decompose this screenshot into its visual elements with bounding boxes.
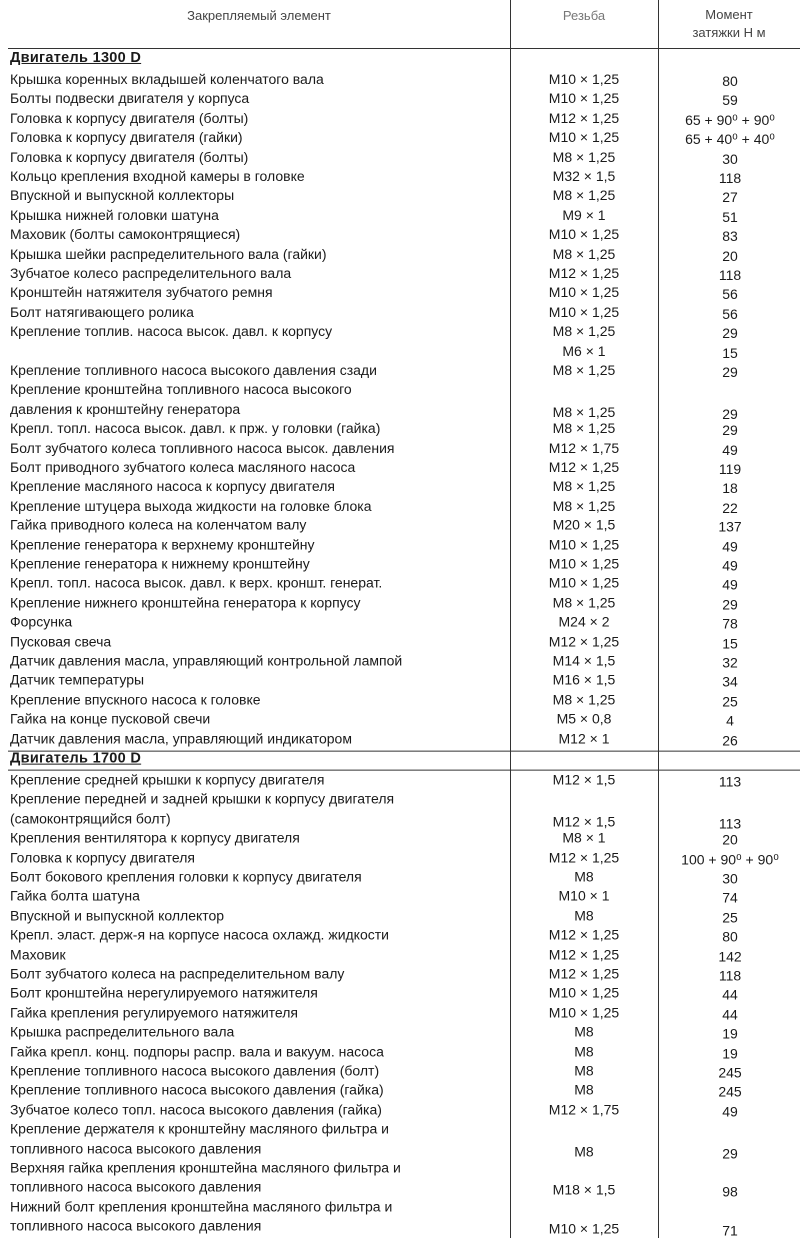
- row-element-name: давления к кронштейну генератора: [10, 400, 241, 417]
- row-torque: 29: [722, 325, 738, 342]
- row-element-name: Крепление передней и задней крышки к корпусу двигателя: [10, 791, 395, 807]
- row-thread: М32 × 1,5: [552, 167, 616, 184]
- row-thread: М12 × 1,25: [548, 264, 620, 281]
- row-torque: 119: [718, 460, 742, 477]
- row-thread: М10 × 1: [558, 887, 610, 904]
- row-element-name: Крепление нижнего кронштейна генератора к корпусу: [10, 594, 361, 611]
- row-thread: М8: [574, 1062, 594, 1079]
- row-thread: М10 × 1,25: [548, 1004, 620, 1021]
- row-torque: 49: [722, 577, 738, 594]
- row-element-name: Крепление топливного насоса высокого давления (гайка): [10, 1081, 384, 1098]
- row-thread: М8: [574, 1023, 594, 1040]
- row-torque: 56: [722, 305, 738, 322]
- row-thread: М8 × 1,25: [552, 594, 616, 611]
- row-thread: М12 × 1,75: [548, 1101, 620, 1118]
- row-torque: 118: [718, 266, 742, 283]
- row-torque: 71: [722, 1222, 738, 1238]
- row-torque: 44: [722, 1006, 738, 1023]
- header-divider: [8, 48, 800, 49]
- row-element-name: топливного насоса высокого давления: [10, 1178, 262, 1195]
- row-element-name: Маховик (болты самоконтрящиеся): [10, 226, 241, 243]
- row-thread: М8: [574, 1143, 594, 1160]
- row-element-name: (самоконтрящийся болт): [10, 810, 171, 827]
- row-thread: М10 × 1,25: [548, 90, 620, 107]
- row-element-name: Гайка крепл. конц. подпоры распр. вала и вакуум. насоса: [10, 1043, 384, 1060]
- row-thread: М10 × 1,25: [548, 129, 620, 146]
- row-torque: 80: [722, 72, 738, 89]
- row-torque: 56: [722, 286, 738, 303]
- row-element-name: Крышка нижней головки шатуна: [10, 206, 219, 223]
- row-thread: М12 × 1,5: [552, 813, 616, 830]
- row-torque: 29: [722, 363, 738, 380]
- row-thread: М18 × 1,5: [552, 1181, 616, 1198]
- row-torque: 142: [718, 948, 742, 965]
- row-torque: 18: [722, 480, 738, 497]
- row-torque: 49: [722, 538, 738, 555]
- header-torque-line1: Момент: [705, 7, 753, 22]
- row-torque: 20: [722, 247, 738, 264]
- row-element-name: Крепление генератора к верхнему кронштейну: [10, 536, 315, 553]
- row-thread: М8: [574, 907, 594, 924]
- row-torque: 20: [722, 831, 738, 848]
- row-thread: М10 × 1,25: [548, 536, 620, 553]
- row-thread: М8 × 1,25: [552, 497, 616, 514]
- row-torque: 22: [722, 499, 738, 516]
- row-thread: М10 × 1,25: [548, 303, 620, 320]
- row-torque: 245: [718, 1083, 742, 1100]
- row-element-name: Болт кронштейна нерегулируемого натяжителя: [10, 984, 318, 1001]
- row-element-name: Болт натягивающего ролика: [10, 303, 194, 320]
- row-element-name: Пусковая свеча: [10, 633, 112, 650]
- row-thread: М8 × 1,25: [552, 187, 616, 204]
- row-element-name: Болт зубчатого колеса топливного насоса высок. давления: [10, 439, 395, 456]
- row-torque: 100 + 90⁰ + 90⁰: [681, 851, 779, 868]
- row-element-name: Крепл. топл. насоса высок. давл. к прж. у головки (гайка): [10, 419, 381, 436]
- row-torque: 59: [722, 92, 738, 109]
- row-torque: 49: [722, 557, 738, 574]
- row-element-name: Болт бокового крепления головки к корпусу двигателя: [10, 868, 362, 885]
- section-title: Двигатель 1300 D: [10, 49, 142, 66]
- row-element-name: Крепление держателя к кронштейну масляного фильтра и: [10, 1120, 390, 1137]
- row-torque: 245: [718, 1064, 742, 1081]
- row-element-name: Крепление топливного насоса высокого давления (болт): [10, 1062, 380, 1079]
- row-thread: М12 × 1,25: [548, 965, 620, 982]
- row-torque: 19: [722, 1045, 738, 1062]
- row-torque: 44: [722, 986, 738, 1003]
- row-torque: 26: [722, 732, 738, 749]
- row-thread: М14 × 1,5: [552, 652, 616, 669]
- row-element-name: Крепление штуцера выхода жидкости на головке блока: [10, 497, 372, 514]
- row-thread: М8 × 1,25: [552, 691, 616, 708]
- row-torque-secondary: 15: [722, 344, 738, 361]
- row-element-name: Крепл. топл. насоса высок. давл. к верх. кроншт. генерат.: [10, 575, 383, 592]
- row-thread: М8: [574, 1043, 594, 1060]
- row-thread: М8 × 1,25: [552, 245, 616, 262]
- row-element-name: топливного насоса высокого давления: [10, 1217, 262, 1234]
- row-thread: М8 × 1,25: [552, 323, 616, 340]
- row-thread: М9 × 1: [562, 206, 606, 223]
- row-element-name: Гайка болта шатуна: [10, 887, 140, 904]
- row-thread: М5 × 0,8: [556, 710, 612, 727]
- row-element-name: Маховик: [10, 946, 66, 963]
- row-torque: 25: [722, 693, 738, 710]
- row-torque: 51: [722, 208, 738, 225]
- row-torque: 49: [722, 1103, 738, 1120]
- row-thread: М24 × 2: [558, 613, 610, 630]
- row-torque: 15: [722, 635, 738, 652]
- row-element-name: Крепление топливного насоса высокого давления сзади: [10, 361, 377, 378]
- row-thread: М10 × 1,25: [548, 1220, 620, 1237]
- row-thread: М10 × 1,25: [548, 575, 620, 592]
- row-torque: 65 + 40⁰ + 40⁰: [685, 131, 775, 148]
- row-torque: 29: [722, 405, 738, 422]
- row-thread: М12 × 1: [558, 730, 610, 747]
- row-element-name: Датчик температуры: [10, 672, 145, 689]
- row-torque: 137: [718, 518, 742, 535]
- row-thread: М12 × 1,25: [548, 946, 620, 963]
- row-element-name: Головка к корпусу двигателя (болты): [10, 109, 249, 126]
- row-torque: 74: [722, 889, 738, 906]
- row-thread: М12 × 1,5: [552, 771, 616, 788]
- row-element-name: Крепления вентилятора к корпусу двигателя: [10, 829, 300, 846]
- row-torque: 30: [722, 150, 738, 167]
- row-torque: 29: [722, 421, 738, 438]
- row-element-name: Впускной и выпускной коллекторы: [10, 187, 235, 204]
- row-torque: 34: [722, 674, 738, 691]
- row-torque: 19: [722, 1025, 738, 1042]
- row-thread: М8 × 1,25: [552, 403, 616, 420]
- row-thread: М20 × 1,5: [552, 516, 616, 533]
- row-torque: 98: [722, 1183, 738, 1200]
- row-element-name: Крепление кронштейна топливного насоса высокого: [10, 381, 352, 398]
- section-title: Двигатель 1700 D: [10, 750, 142, 767]
- row-torque: 113: [718, 815, 742, 832]
- row-torque: 27: [722, 189, 738, 206]
- row-element-name: Кольцо крепления входной камеры в головке: [10, 167, 305, 184]
- header-thread: Резьба: [562, 8, 606, 23]
- row-thread: М12 × 1,25: [548, 849, 620, 866]
- row-thread: М12 × 1,25: [548, 458, 620, 475]
- row-element-name: Крепление впускного насоса к головке: [10, 691, 261, 708]
- row-element-name: Кронштейн натяжителя зубчатого ремня: [10, 284, 273, 301]
- row-element-name: Болт приводного зубчатого колеса масляного насоса: [10, 458, 356, 475]
- row-element-name: Крышка коренных вкладышей коленчатого вала: [10, 70, 324, 87]
- row-element-name: топливного насоса высокого давления: [10, 1140, 262, 1157]
- row-thread: М8 × 1,25: [552, 361, 616, 378]
- row-element-name: Зубчатое колесо топл. насоса высокого давления (гайка): [10, 1101, 382, 1118]
- row-element-name: Головка к корпусу двигателя (гайки): [10, 129, 243, 146]
- row-element-name: Датчик давления масла, управляющий контрольной лампой: [10, 652, 403, 669]
- row-torque: 118: [718, 169, 742, 186]
- row-torque: 4: [726, 712, 734, 729]
- row-element-name: Головка к корпусу двигателя (болты): [10, 148, 249, 165]
- row-thread-secondary: М6 × 1: [562, 342, 606, 359]
- row-thread: М8: [574, 1081, 594, 1098]
- row-thread: М10 × 1,25: [548, 555, 620, 572]
- row-thread: М10 × 1,25: [548, 984, 620, 1001]
- header-torque-line2: затяжки Н м: [692, 25, 766, 40]
- header-torque: [658, 0, 800, 48]
- header-element: Закрепляемый элемент: [187, 8, 331, 23]
- row-thread: М8 × 1,25: [552, 478, 616, 495]
- row-element-name: Болт зубчатого колеса на распределительном валу: [10, 965, 345, 982]
- row-element-name: Зубчатое колесо распределительного вала: [10, 264, 292, 281]
- column-divider-thread: [510, 0, 511, 1238]
- row-element-name: Головка к корпусу двигателя: [10, 849, 195, 866]
- row-element-name: Гайка на конце пусковой свечи: [10, 710, 211, 727]
- row-element-name: Гайка крепления регулируемого натяжителя: [10, 1004, 298, 1021]
- row-element-name: Крепл. эласт. держ-я на корпусе насоса охлажд. жидкости: [10, 926, 389, 943]
- row-element-name: Крышка шейки распределительного вала (гайки): [10, 245, 327, 262]
- row-torque: 32: [722, 654, 738, 671]
- row-element-name: Крепление масляного насоса к корпусу двигателя: [10, 478, 335, 495]
- row-element-name: Гайка приводного колеса на коленчатом валу: [10, 516, 307, 533]
- row-thread: М8 × 1,25: [552, 148, 616, 165]
- row-torque: 29: [722, 1145, 738, 1162]
- row-torque: 118: [718, 967, 742, 984]
- row-thread: М10 × 1,25: [548, 70, 620, 87]
- row-torque: 30: [722, 870, 738, 887]
- row-torque: 78: [722, 615, 738, 632]
- row-thread: М12 × 1,25: [548, 633, 620, 650]
- row-element-name: Крепление средней крышки к корпусу двигателя: [10, 771, 325, 788]
- row-thread: М8 × 1,25: [552, 419, 616, 436]
- row-torque: 29: [722, 596, 738, 613]
- row-thread: М12 × 1,25: [548, 926, 620, 943]
- column-divider-torque: [658, 0, 659, 1238]
- row-thread: М12 × 1,25: [548, 109, 620, 126]
- row-element-name: Впускной и выпускной коллектор: [10, 907, 225, 924]
- row-thread: М8: [574, 868, 594, 885]
- row-element-name: Датчик давления масла, управляющий индикатором: [10, 730, 352, 747]
- row-thread: М10 × 1,25: [548, 284, 620, 301]
- row-thread: М10 × 1,25: [548, 226, 620, 243]
- row-thread: М12 × 1,75: [548, 439, 620, 456]
- row-element-name: Нижний болт крепления кронштейна масляного фильтра и: [10, 1198, 393, 1215]
- row-torque: 113: [718, 773, 742, 790]
- row-thread: М16 × 1,5: [552, 672, 616, 689]
- row-torque: 25: [722, 909, 738, 926]
- row-torque: 65 + 90⁰ + 90⁰: [685, 111, 775, 128]
- row-thread: М8 × 1: [562, 829, 606, 846]
- row-element-name: Крепление генератора к нижнему кронштейну: [10, 555, 310, 572]
- row-element-name: Форсунка: [10, 613, 73, 630]
- row-torque: 83: [722, 228, 738, 245]
- row-torque: 49: [722, 441, 738, 458]
- row-element-name: Крышка распределительного вала: [10, 1023, 235, 1040]
- row-element-name: Болты подвески двигателя у корпуса: [10, 90, 250, 107]
- row-element-name: Верхняя гайка крепления кронштейна масляного фильтра и: [10, 1159, 401, 1176]
- row-torque: 80: [722, 928, 738, 945]
- row-element-name: Крепление топлив. насоса высок. давл. к корпусу: [10, 323, 333, 340]
